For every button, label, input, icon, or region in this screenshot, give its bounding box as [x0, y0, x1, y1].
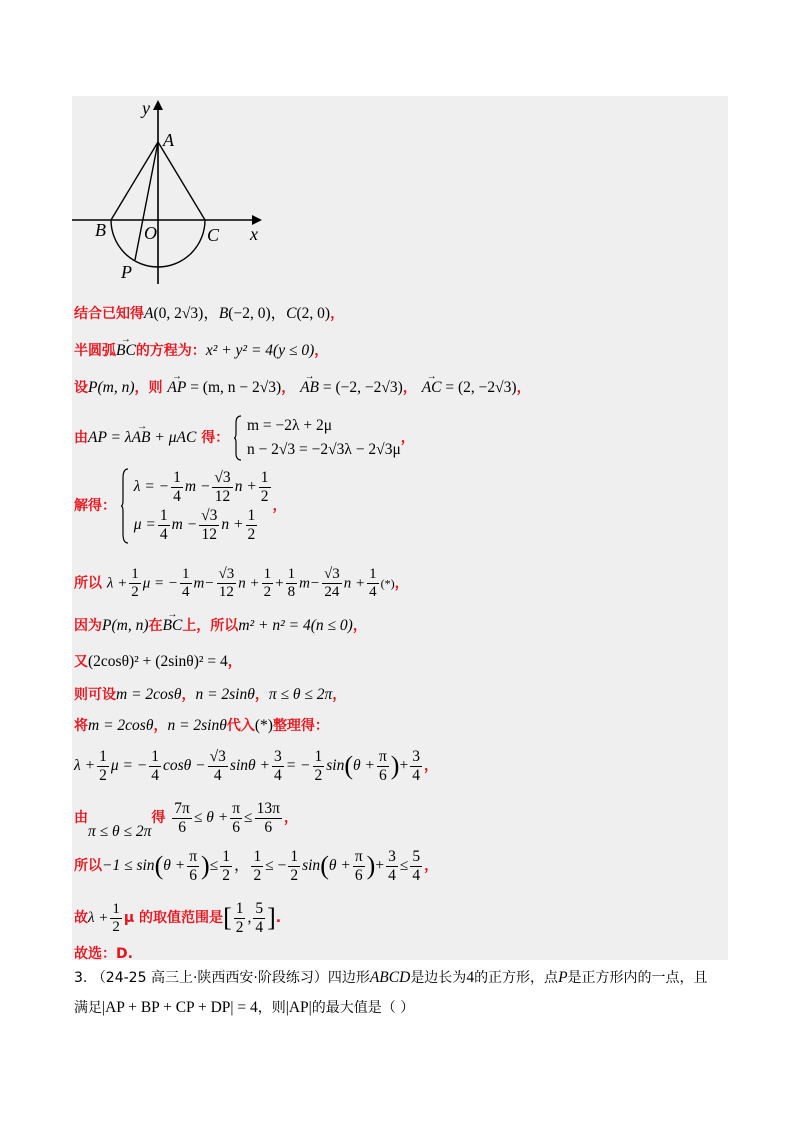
line-4: 由→ AP = λAB + μAC 得： m = −2λ + 2μ n − 2√3 = −2√3λ − 2√3μ ，: [74, 414, 415, 462]
line-11: λ + $\frac{1}{2}$ μ = − $\frac{1}{4}$ cosθ − $\frac{√3}{4}$ sinθ + $\frac{3}{4}$ = − $\frac{1}{2}$ sin(θ + $\frac{\pi}{6}$ )+ $\frac{3}{4}$ ，: [74, 748, 438, 784]
label-y: y: [142, 98, 150, 118]
question-3-line-2: 满足|AP + BP + CP + DP| = 4，则|AP|的最大值是（ ）: [74, 999, 415, 1016]
question-3-line-1: 3. （24-25 高三上·陕西西安·阶段练习）四边形ABCD是边长为4的正方形，点P是正方形内的一点，且: [74, 969, 708, 986]
y-axis-arrow: [153, 100, 163, 110]
label-b: B: [95, 220, 106, 240]
line-2: 半圆弧→ BC的方程为：x² + y² = 4(y ≤ 0)，: [74, 341, 328, 361]
arc-bc: → BC: [116, 341, 136, 361]
system-brace: [234, 415, 242, 461]
label-o: O: [144, 223, 157, 243]
line-15: 故选：D.: [74, 946, 133, 962]
line-6: 所以 λ + $\frac{1}{2}$ μ = − $\frac{1}{4}$ m− $\frac{√3}{12}$ n + $\frac{1}{2}$ + $\frac{1}{8}$ m− $\frac{√3}{24}$ n + $\frac{1}{4}$ (*)，: [74, 566, 409, 600]
label-x: x: [250, 224, 258, 244]
label-p: P: [121, 262, 132, 282]
solution-brace: [121, 468, 129, 544]
line-12: 由π ≤ θ ≤ 2π得 $\frac{7\pi}{6}$ ≤ θ + $\frac{\pi}{6}$ ≤ $\frac{13\pi}{6}$ ，: [74, 800, 298, 840]
segment-ac: [158, 142, 205, 220]
line-10: 将m = 2cosθ，n = 2sinθ代入(*)整理得：: [74, 717, 329, 734]
line-3: 设P(m, n)，则 → AP = (m, n − 2√3)， → AB = (−2, −2√3)， → AC = (2, −2√3)，: [74, 378, 531, 398]
label-c: C: [207, 225, 220, 245]
line-8: 又(2cosθ)² + (2sinθ)² = 4，: [74, 653, 242, 670]
line-1: 结合已知得A(0, 2√3)，B(−2, 0)，C(2, 0)，: [74, 305, 345, 322]
label-a: A: [163, 130, 174, 150]
line-7: 因为P(m, n)在→ BC上，所以m² + n² = 4(n ≤ 0)，: [74, 616, 367, 636]
line-5: 解得： λ = − $\frac{1}{4}$ m − $\frac{√3}{12}$ n + $\frac{1}{2}$ μ = $\frac{1}{4}$ m − $\frac{√3}{12}$ n + $\frac{1}{2}$ ，: [74, 469, 287, 543]
line-9: 则可设m = 2cosθ，n = 2sinθ，π ≤ θ ≤ 2π，: [74, 686, 347, 703]
line-13: 所以−1 ≤ sin(θ + $\frac{\pi}{6}$ )≤ $\frac{1}{2}$ ， $\frac{1}{2}$ ≤ − $\frac{1}{2}$ sin(θ + $\frac{\pi}{6}$ )+ $\frac{3}{4}$ ≤ $\frac{5}{4}$ ，: [74, 848, 439, 884]
coordinate-figure: [72, 96, 272, 286]
line-14: 故λ + $\frac{1}{2}$ μ 的取值范围是[ $\frac{1}{2}$ , $\frac{5}{4}$ ].: [74, 900, 282, 936]
